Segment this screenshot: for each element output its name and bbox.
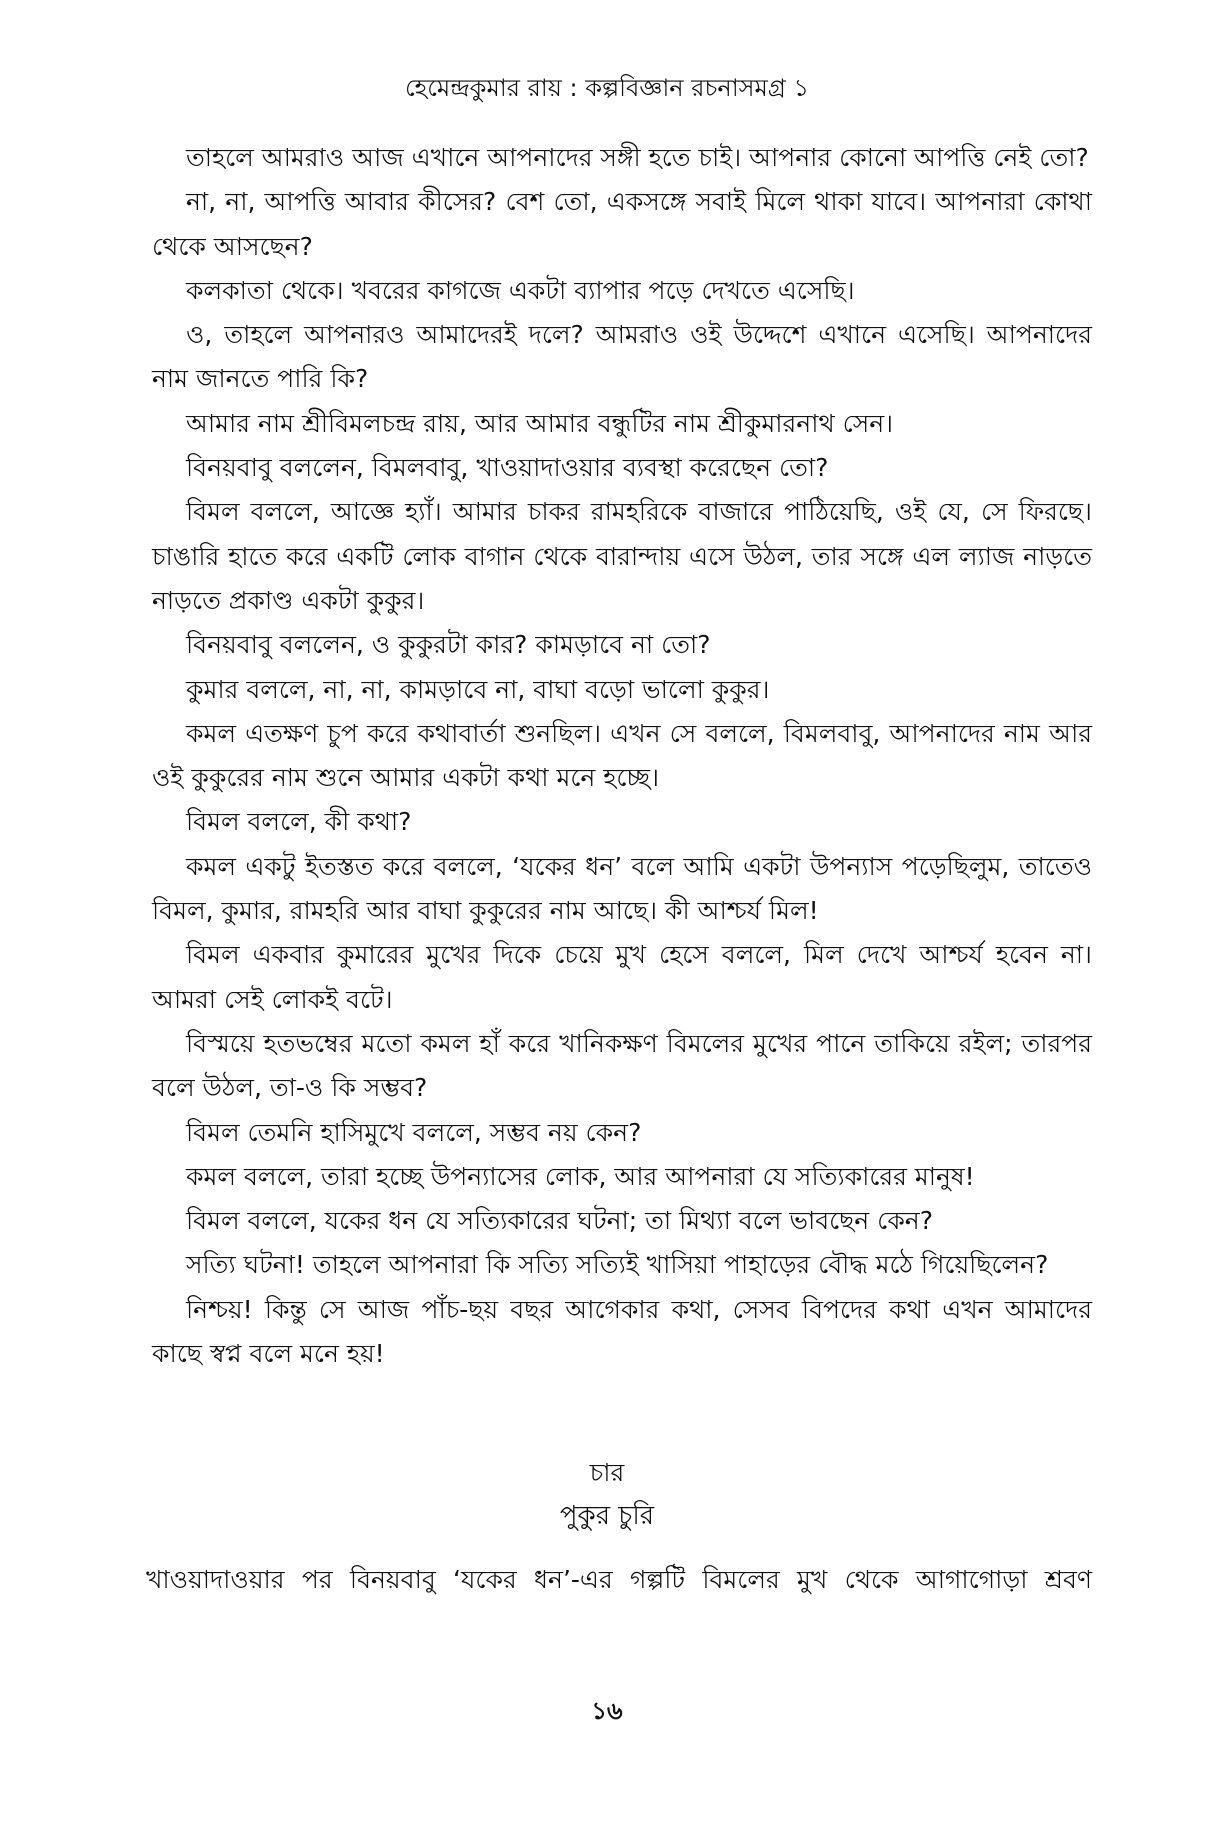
chapter-title: পুকুর চুরি (559, 1501, 655, 1531)
running-header: হেমেন্দ্রকুমার রায় : কল্পবিজ্ঞান রচনাসমগ্র ১ (404, 74, 810, 102)
paragraph: কমল এতক্ষণ চুপ করে কথাবার্তা শুনছিল। এখন সে বললে, বিমলবাবু, আপনাদের নাম আর ওই কুকুরের নাম শুনে আমার একটা কথা মনে হচ্ছে। (152, 718, 1092, 793)
body-text (152, 136, 1092, 1376)
paragraph: বিমল তেমনি হাসিমুখে বললে, সম্ভব নয় কেন? (186, 1117, 642, 1147)
paragraph: বিমল বললে, আজ্ঞে হ্যাঁ। আমার চাকর রামহরিকে বাজারে পাঠিয়েছি, ওই যে, সে ফিরছে। চাঙারি হাতে করে একটি লোক বাগান থেকে বারান্দায় এসে উঠল, তার সঙ্গে এল ল্যাজ নাড়তে নাড়তে প্রকাণ্ড একটা কুকুর। (152, 497, 1092, 615)
paragraph: কমল বললে, তারা হচ্ছে উপন্যাসের লোক, আর আপনারা যে সত্যিকারের মানুষ! (186, 1161, 975, 1191)
paragraph: কলকাতা থেকে। খবরের কাগজে একটা ব্যাপার পড়ে দেখতে এসেছি। (186, 275, 855, 305)
paragraph: তাহলে আমরাও আজ এখানে আপনাদের সঙ্গী হতে চাই। আপনার কোনো আপত্তি নেই তো? (186, 143, 1089, 172)
paragraph: বিমল বললে, কী কথা? (186, 807, 412, 837)
paragraph: আমার নাম শ্রীবিমলচন্দ্র রায়, আর আমার বন্ধুটির নাম শ্রীকুমারনাথ সেন। (186, 408, 894, 438)
page-number: ১৬ (591, 1697, 623, 1725)
paragraph: বিমল বললে, যকের ধন যে সত্যিকারের ঘটনা; তা মিথ্যা বলে ভাবছেন কেন? (186, 1206, 933, 1236)
chapter-opening-paragraph: খাওয়াদাওয়ার পর বিনয়বাবু ‘যকের ধন’-এর গল্পটি বিমলের মুখ থেকে আগাগোড়া শ্রবণ (146, 1565, 1092, 1594)
paragraph: বিনয়বাবু বললেন, ও কুকুরটা কার? কামড়াবে না তো? (186, 630, 711, 660)
chapter-number: চার (589, 1458, 625, 1487)
paragraph: বিমল একবার কুমারের মুখের দিকে চেয়ে মুখ হেসে বললে, মিল দেখে আশ্চর্য হবেন না। আমরা সেই লোকই বটে। (152, 940, 1092, 1014)
paragraph: নিশ্চয়! কিন্তু সে আজ পাঁচ-ছয় বছর আগেকার কথা, সেসব বিপদের কথা এখন আমাদের কাছে স্বপ্ন বলে মনে হয়! (152, 1294, 1092, 1369)
paragraph: বিস্ময়ে হতভম্বের মতো কমল হাঁ করে খানিকক্ষণ বিমলের মুখের পানে তাকিয়ে রইল; তারপর বলে উঠল, তা-ও কি সম্ভব? (152, 1028, 1092, 1103)
paragraph: ও, তাহলে আপনারও আমাদেরই দলে? আমরাও ওই উদ্দেশে এখানে এসেছি। আপনাদের নাম জানতে পারি কি? (152, 320, 1092, 394)
paragraph: কমল একটু ইতস্তত করে বললে, ‘যকের ধন’ বলে আমি একটা উপন্যাস পড়েছিলুম, তাতেও বিমল, কুমার, রামহরি আর বাঘা কুকুরের নাম আছে। কী আশ্চর্য মিল! (152, 851, 1092, 926)
paragraph: না, না, আপত্তি আবার কীসের? বেশ তো, একসঙ্গে সবাই মিলে থাকা যাবে। আপনারা কোথা থেকে আসছেন? (152, 187, 1092, 261)
paragraph: বিনয়বাবু বললেন, বিমলবাবু, খাওয়াদাওয়ার ব্যবস্থা করেছেন তো? (186, 453, 829, 483)
paragraph: সত্যি ঘটনা! তাহলে আপনারা কি সত্যি সত্যিই খাসিয়া পাহাড়ের বৌদ্ধ মঠে গিয়েছিলেন? (186, 1250, 1049, 1280)
paragraph: কুমার বললে, না, না, কামড়াবে না, বাঘা বড়ো ভালো কুকুর। (186, 674, 770, 704)
